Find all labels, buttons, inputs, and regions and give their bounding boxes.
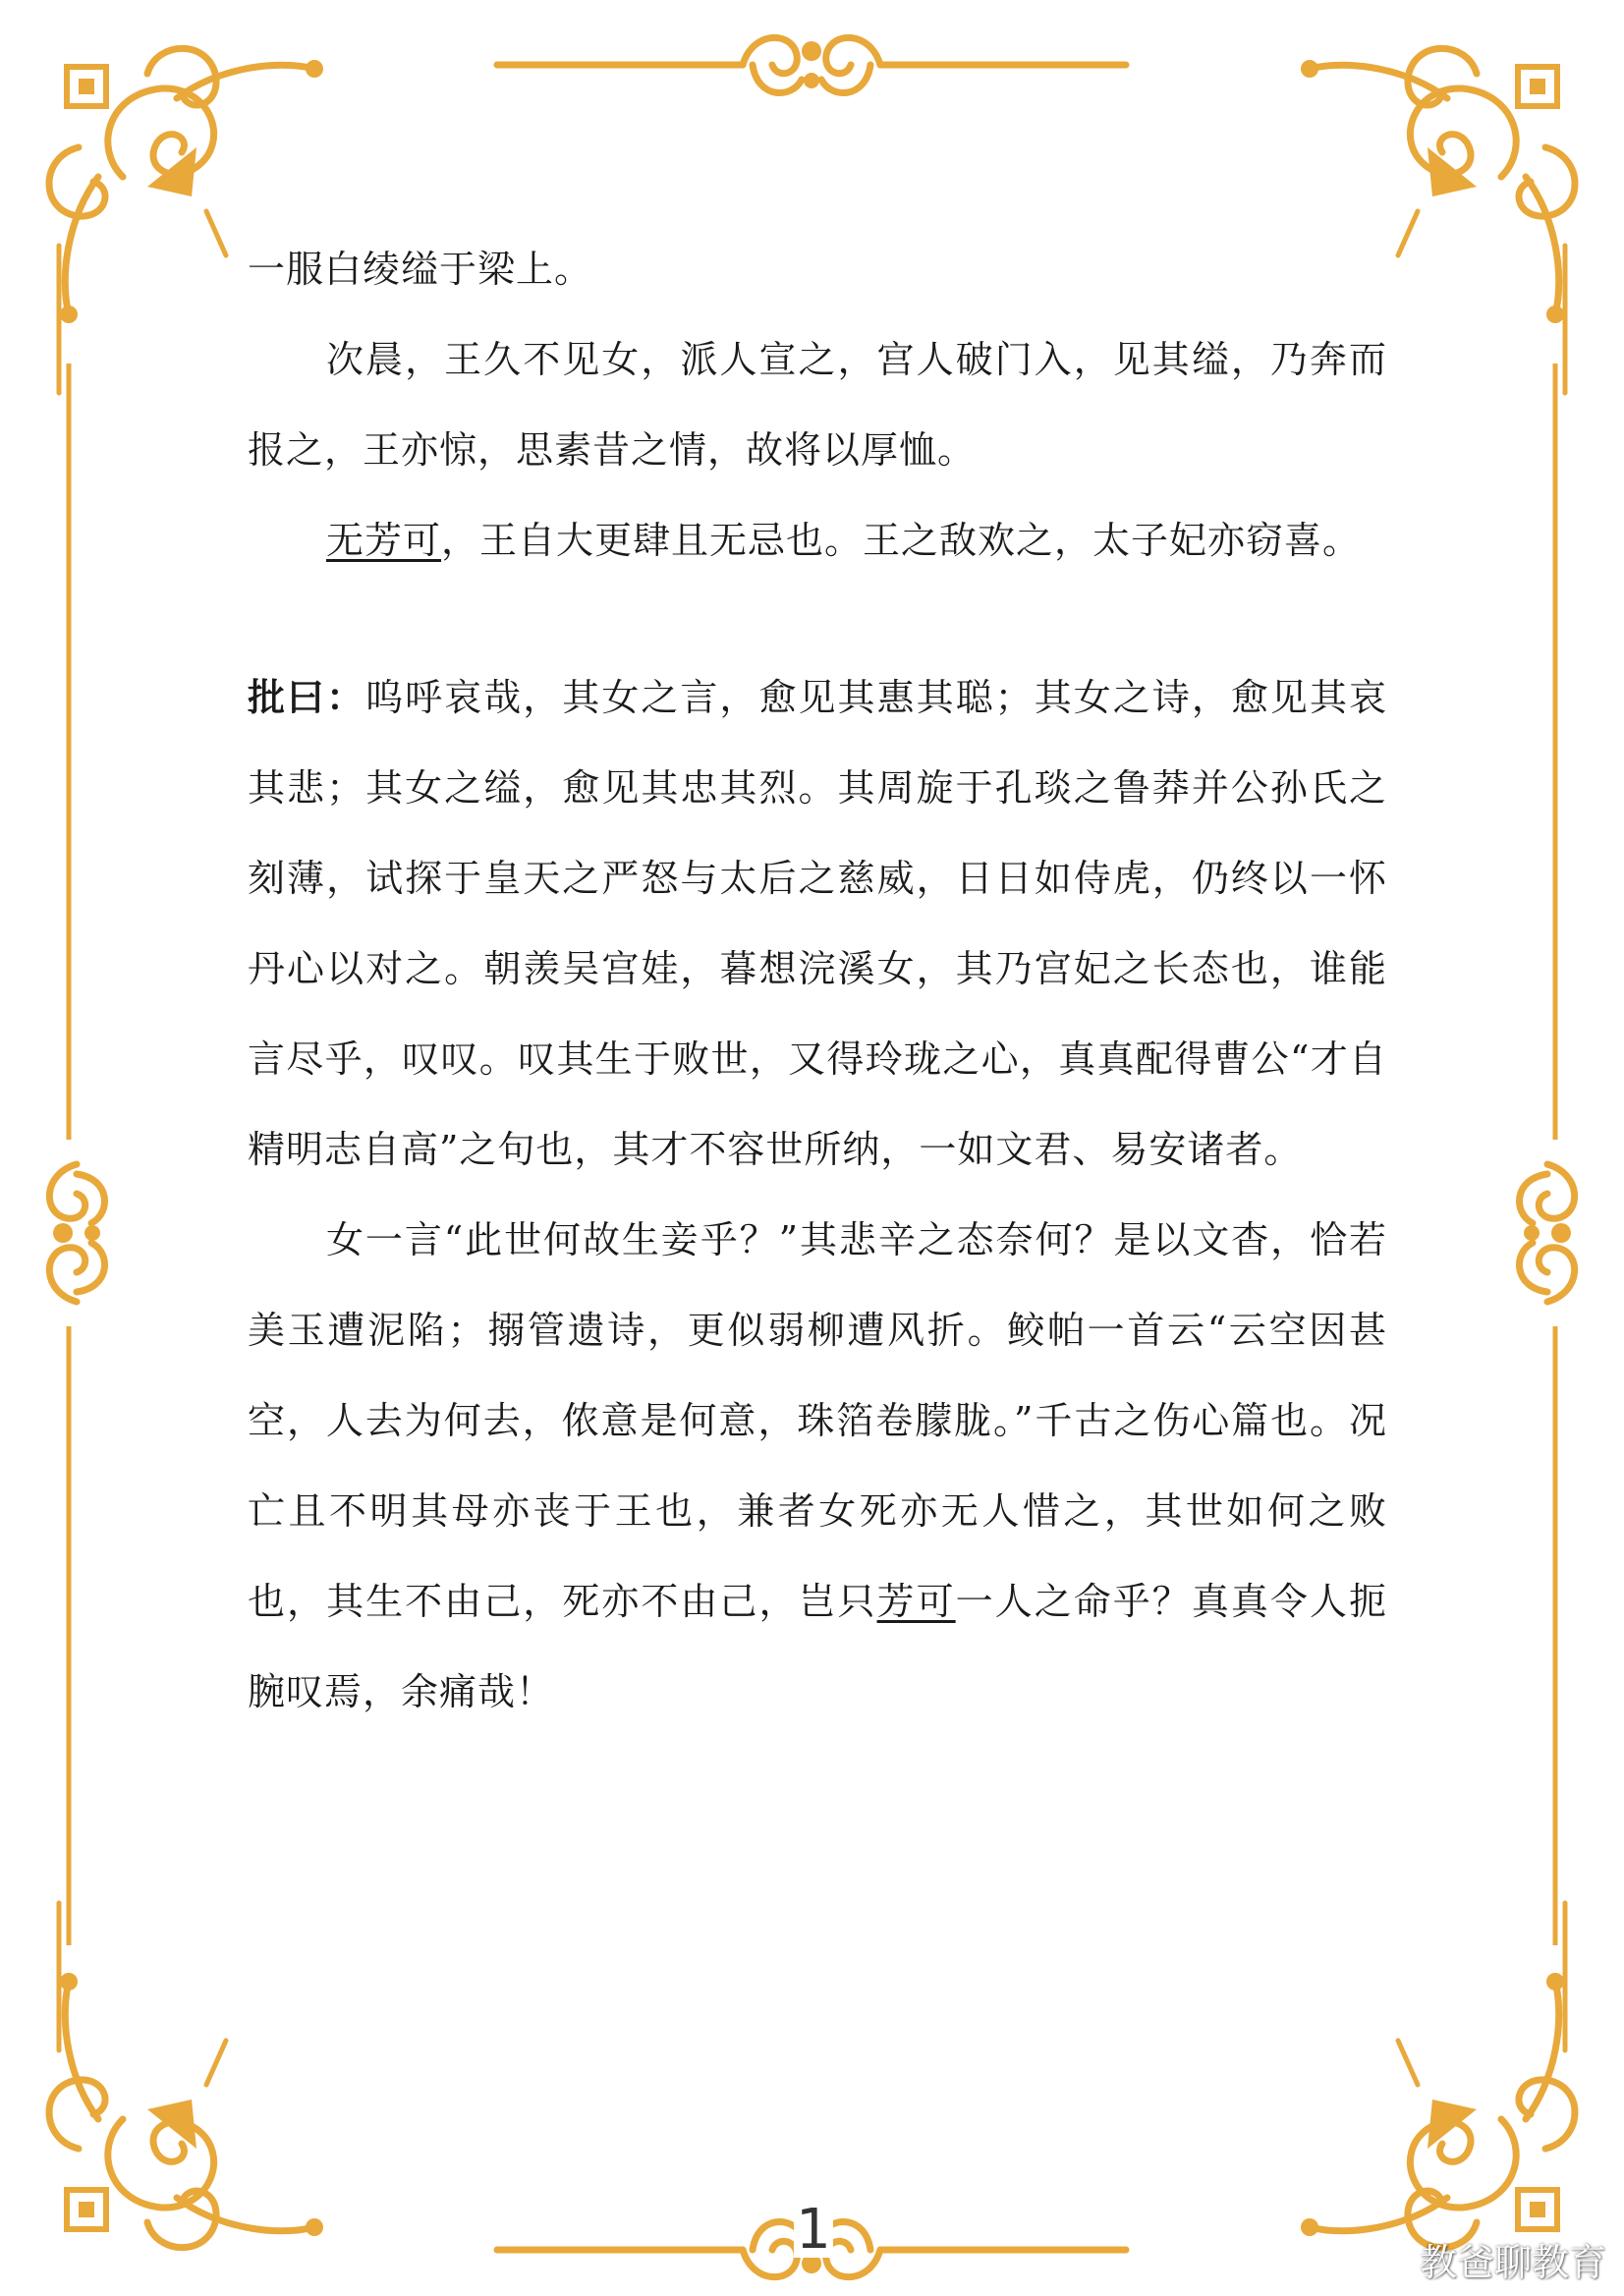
commentary-paragraph-2 [248,1195,1387,1737]
story-paragraph-1: 一服白绫缢于梁上。 [248,248,593,291]
story-paragraph-3 [248,495,1387,586]
watermark-text: 教爸聊教育 [1419,2241,1606,2284]
commentary-paragraph-2-text-a: 女一言“此世何故生妾乎？”其悲辛之态奈何？是以文杳，恰若美玉遭泥陷；搦管遗诗，更似弱柳遭风折。鲛帕一首云“云空因甚空，人去为何去，侬意是何意，珠箔卷朦胧。”千古之伤心篇也。况亡且不明其母亦丧于王也，兼者女死亦无人惜之，其世如何之败也，其生不由己，死亦不由己，岂只 [248,1218,1387,1623]
commentary-paragraph-1 [248,652,1387,1195]
underlined-name: 无芳可 [326,519,442,562]
story-paragraph-2: 次晨，王久不见女，派人宣之，宫人破门入，见其缢，乃奔而报之，王亦惊，思素昔之情，故将以厚恤。 [248,338,1387,472]
story-paragraph-3-text: ，王自大更肆且无忌也。王之敌欢之，太子妃亦窃喜。 [441,519,1362,562]
commentary-label: 批曰： [248,675,366,719]
underlined-name: 芳可 [876,1580,956,1623]
commentary-section [248,652,1387,1737]
document-body [248,224,1387,1737]
page-number: 1 [794,2203,833,2258]
commentary-paragraph-2-text-b: 一人之命乎？真真令人扼腕叹焉，余痛哉！ [248,1580,1387,1713]
commentary-paragraph-1-text: 呜呼哀哉，其女之言，愈见其惠其聪；其女之诗，愈见其哀其悲；其女之缢，愈见其忠其烈。其周旋于孔琰之鲁莽并公孙氏之刻薄，试探于皇天之严怒与太后之慈威，日日如侍虎，仍终以一怀丹心以对之。朝羡吴宫娃，暮想浣溪女，其乃宫妃之长态也，谁能言尽乎，叹叹。叹其生于败世，又得玲珑之心，真真配得曹公“才自精明志自高”之句也，其才不容世所纳，一如文君、易安诸者。 [248,676,1387,1171]
